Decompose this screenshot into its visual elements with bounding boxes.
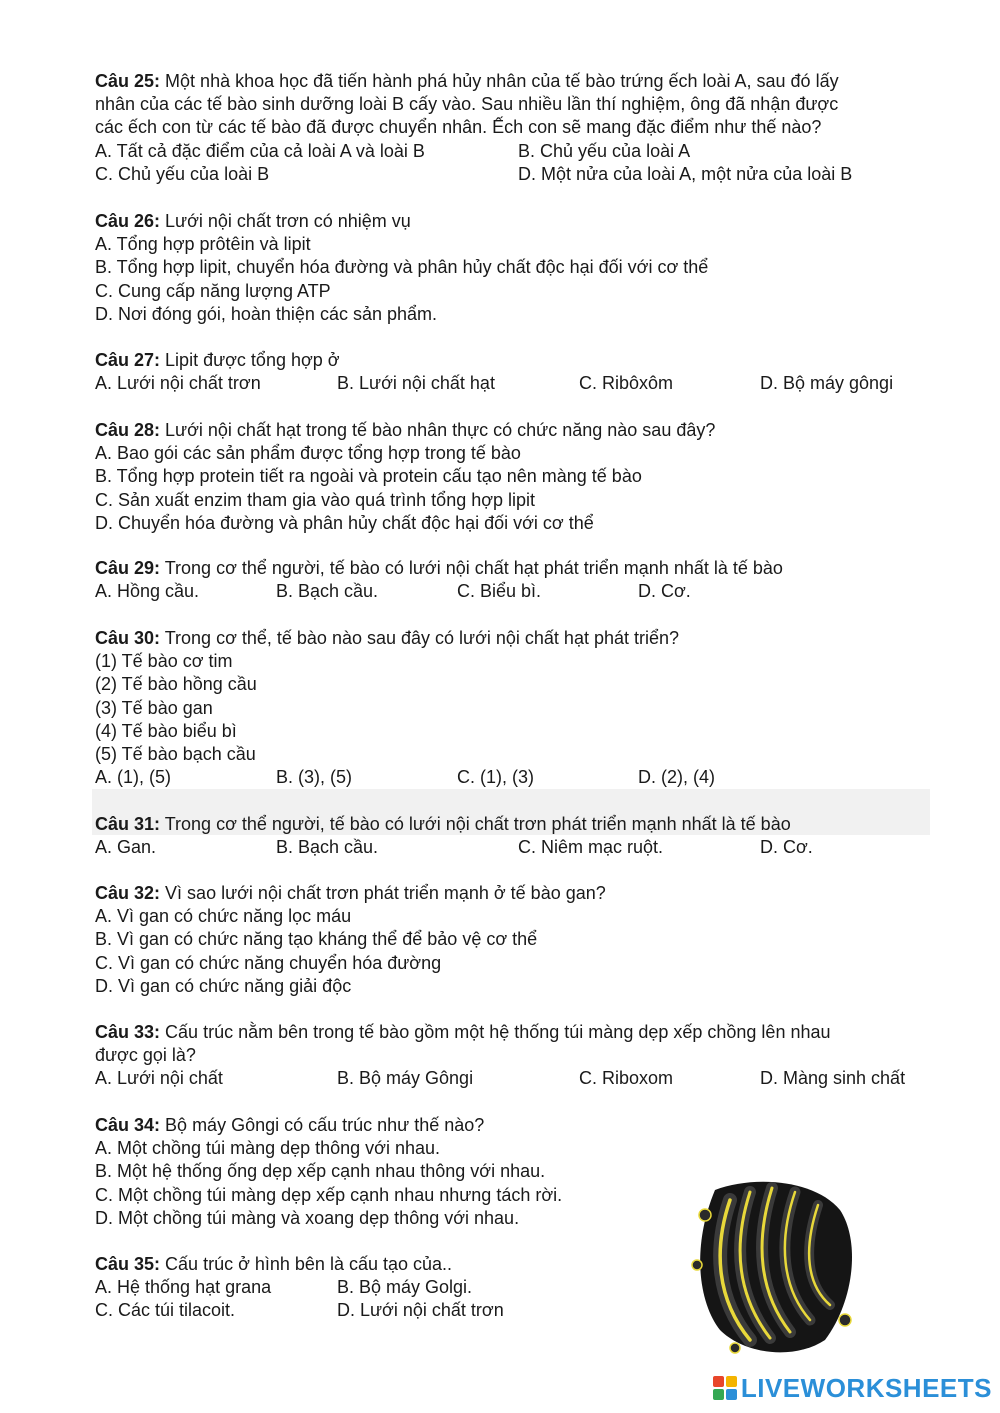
- question-stem-line: Trong cơ thể người, tế bào có lưới nội chất trơn phát triển mạnh nhất là tế bào: [164, 814, 791, 834]
- question-number: Câu 29:: [95, 558, 161, 578]
- option-a[interactable]: A. Lưới nội chất trơn: [95, 373, 261, 394]
- question-stem-line: Lưới nội chất hạt trong tế bào nhân thực có chức năng nào sau đây?: [165, 420, 716, 440]
- option-b[interactable]: B. (3), (5): [276, 767, 353, 788]
- option-a[interactable]: A. Bao gói các sản phẩm được tổng hợp trong tế bào: [95, 443, 521, 464]
- question-stem-line: Lưới nội chất trơn có nhiệm vụ: [165, 211, 411, 231]
- question-number: Câu 33:: [95, 1022, 161, 1042]
- statement-item: (4) Tế bào biểu bì: [95, 720, 237, 741]
- question-32: [95, 882, 935, 998]
- question-stem-line: Bộ máy Gôngi có cấu trúc như thế nào?: [165, 1115, 485, 1135]
- question-number: Câu 31:: [95, 814, 161, 834]
- option-a[interactable]: A. Hồng cầu.: [95, 581, 200, 602]
- question-stem-line: Một nhà khoa học đã tiến hành phá hủy nhân của tế bào trứng ếch loài A, sau đó lấy: [165, 71, 839, 91]
- option-c[interactable]: C. Cung cấp năng lượng ATP: [95, 280, 331, 301]
- question-stem-line: Trong cơ thể, tế bào nào sau đây có lưới nội chất hạt phát triển?: [164, 628, 680, 648]
- option-d[interactable]: D. Một nửa của loài A, một nửa của loài B: [518, 163, 853, 184]
- option-d[interactable]: D. Nơi đóng gói, hoàn thiện các sản phẩm.: [95, 303, 438, 324]
- option-b[interactable]: B. Một hệ thống ống dẹp xếp cạnh nhau thông với nhau.: [95, 1161, 546, 1182]
- option-d[interactable]: D. Bộ máy gôngi: [760, 373, 894, 394]
- option-c[interactable]: C. Các túi tilacoit.: [95, 1300, 236, 1321]
- option-b[interactable]: B. Lưới nội chất hạt: [337, 373, 495, 394]
- logo-square: [726, 1376, 737, 1387]
- option-d[interactable]: D. Một chồng túi màng và xoang dẹp thông với nhau.: [95, 1207, 520, 1228]
- option-c[interactable]: C. Sản xuất enzim tham gia vào quá trình tổng hợp lipit: [95, 489, 536, 510]
- question-stem-line: Cấu trúc ở hình bên là cấu tạo của..: [165, 1254, 453, 1274]
- option-d[interactable]: D. Màng sinh chất: [760, 1068, 906, 1089]
- question-number: Câu 28:: [95, 420, 161, 440]
- question-30: [95, 627, 935, 789]
- option-d[interactable]: D. Cơ.: [760, 837, 813, 858]
- option-c[interactable]: C. Biểu bì.: [457, 581, 542, 602]
- question-27: [95, 349, 935, 395]
- option-c[interactable]: C. Một chồng túi màng dẹp xếp cạnh nhau nhưng tách rời.: [95, 1184, 563, 1205]
- question-33: [95, 1021, 935, 1091]
- question-stem-line: các ếch con từ các tế bào đã được chuyển nhân. Ếch con sẽ mang đặc điểm như thế nào?: [95, 117, 822, 138]
- option-a[interactable]: A. Tổng hợp prôtêin và lipit: [95, 234, 311, 255]
- question-stem-line: Lipit được tổng hợp ở: [165, 350, 340, 370]
- option-c[interactable]: C. Vì gan có chức năng chuyển hóa đường: [95, 952, 442, 973]
- question-number: Câu 25:: [95, 71, 161, 91]
- question-number: Câu 35:: [95, 1254, 161, 1274]
- question-stem-line: nhân của các tế bào sinh dưỡng loài B cấy vào. Sau nhiều lần thí nghiệm, ông đã nhận được: [95, 94, 839, 115]
- option-c[interactable]: C. Ribôxôm: [579, 373, 674, 394]
- option-b[interactable]: B. Vì gan có chức năng tạo kháng thể để bảo vệ cơ thể: [95, 929, 538, 950]
- option-c[interactable]: C. Niêm mạc ruột.: [518, 837, 664, 858]
- option-a[interactable]: A. Lưới nội chất: [95, 1068, 223, 1089]
- question-stem-line: Vì sao lưới nội chất trơn phát triển mạnh ở tế bào gan?: [165, 883, 606, 903]
- statement-item: (5) Tế bào bạch cầu: [95, 744, 256, 765]
- option-d[interactable]: D. Cơ.: [638, 581, 691, 602]
- option-c[interactable]: C. Riboxom: [579, 1068, 674, 1089]
- option-d[interactable]: D. Lưới nội chất trơn: [337, 1300, 504, 1321]
- question-stem-line: được gọi là?: [95, 1045, 196, 1066]
- option-a[interactable]: A. Vì gan có chức năng lọc máu: [95, 906, 352, 927]
- option-d[interactable]: D. (2), (4): [638, 767, 716, 788]
- option-c[interactable]: C. (1), (3): [457, 767, 535, 788]
- statement-item: (1) Tế bào cơ tim: [95, 651, 233, 672]
- question-25: [95, 70, 935, 186]
- question-number: Câu 27:: [95, 350, 161, 370]
- question-number: Câu 34:: [95, 1115, 161, 1135]
- option-b[interactable]: B. Tổng hợp lipit, chuyển hóa đường và phân hủy chất độc hại đối với cơ thể: [95, 257, 709, 278]
- option-a[interactable]: A. Tất cả đặc điểm của cả loài A và loài B: [95, 140, 425, 161]
- option-b[interactable]: B. Tổng hợp protein tiết ra ngoài và protein cấu tạo nên màng tế bào: [95, 466, 642, 487]
- option-b[interactable]: B. Bạch cầu.: [276, 837, 379, 858]
- option-b[interactable]: B. Chủ yếu của loài A: [518, 140, 691, 161]
- option-d[interactable]: D. Vì gan có chức năng giải độc: [95, 975, 352, 996]
- statement-item: (3) Tế bào gan: [95, 697, 213, 718]
- question-stem-line: Trong cơ thể người, tế bào có lưới nội chất hạt phát triển mạnh nhất là tế bào: [164, 558, 783, 578]
- liveworksheets-logo: [713, 1373, 992, 1403]
- option-d[interactable]: D. Chuyển hóa đường và phân hủy chất độc hại đối với cơ thể: [95, 512, 594, 533]
- statement-item: (2) Tế bào hồng cầu: [95, 674, 257, 695]
- option-a[interactable]: A. Hệ thống hạt grana: [95, 1277, 272, 1298]
- question-28: [95, 419, 935, 535]
- option-b[interactable]: B. Bộ máy Golgi.: [337, 1277, 473, 1298]
- option-c[interactable]: C. Chủ yếu của loài B: [95, 163, 270, 184]
- question-number: Câu 32:: [95, 883, 161, 903]
- question-number: Câu 26:: [95, 211, 161, 231]
- question-number: Câu 30:: [95, 628, 161, 648]
- option-b[interactable]: B. Bạch cầu.: [276, 581, 379, 602]
- option-a[interactable]: A. (1), (5): [95, 767, 172, 788]
- logo-square: [713, 1376, 724, 1387]
- question-stem-line: Cấu trúc nằm bên trong tế bào gồm một hệ thống túi màng dẹp xếp chồng lên nhau: [165, 1022, 831, 1042]
- question-29: [95, 557, 935, 603]
- logo-mark-icon: [713, 1376, 737, 1400]
- logo-square: [713, 1389, 724, 1400]
- option-a[interactable]: A. Gan.: [95, 837, 157, 858]
- question-31: [95, 813, 935, 859]
- question-26: [95, 210, 935, 326]
- option-b[interactable]: B. Bộ máy Gôngi: [337, 1068, 474, 1089]
- option-a[interactable]: A. Một chồng túi màng dẹp thông với nhau.: [95, 1138, 441, 1159]
- logo-square: [726, 1389, 737, 1400]
- golgi-apparatus-illustration: [675, 1170, 865, 1360]
- logo-text: LIVEWORKSHEETS: [740, 1372, 992, 1403]
